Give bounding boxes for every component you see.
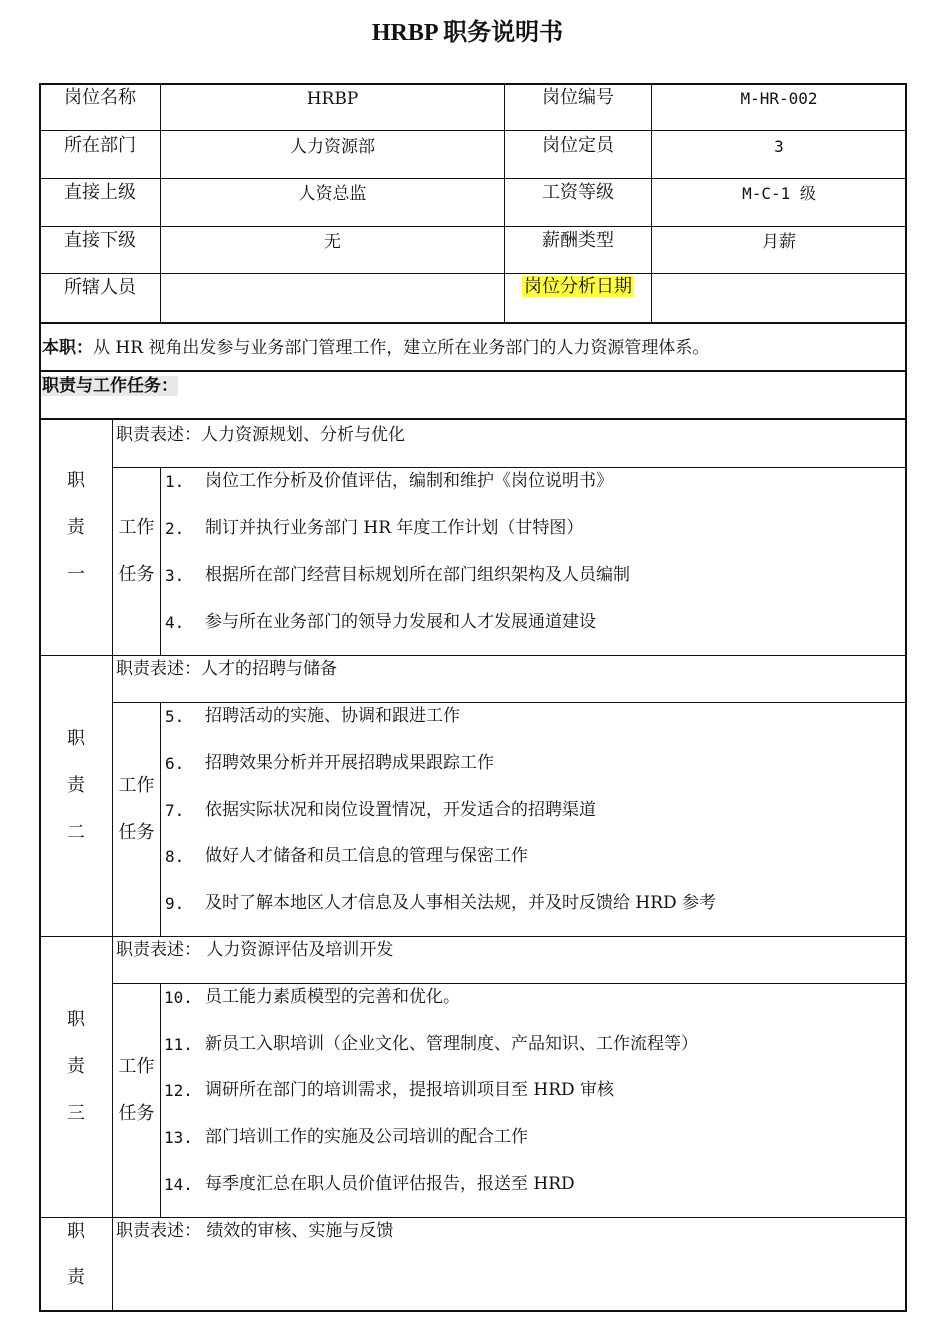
duty1-char2: 责 <box>67 517 85 538</box>
task-text: 做好人才储备和员工信息的管理与保密工作 <box>205 846 528 866</box>
value-pay-type: 月薪 <box>762 232 796 252</box>
label-pay-type: 薪酬类型 <box>542 230 614 251</box>
duty2-task-label-1: 工作 <box>118 775 155 796</box>
duty3-task-label-2: 任务 <box>118 1103 155 1124</box>
summary-text: 从 HR 视角出发参与业务部门管理工作，建立所在业务部门的人力资源管理体系。 <box>93 338 710 358</box>
label-department: 所在部门 <box>64 135 136 156</box>
highlighted-label: 岗位分析日期 <box>524 276 632 297</box>
duty2-description: 职责表述：人才的招聘与储备 <box>116 659 337 679</box>
task-text: 制订并执行业务部门 HR 年度工作计划（甘特图） <box>205 518 584 538</box>
grid-line <box>39 322 907 324</box>
label-staff-under: 所辖人员 <box>64 277 136 298</box>
task-number: 14. <box>164 1175 193 1194</box>
task-text: 员工能力素质模型的完善和优化。 <box>205 987 460 1007</box>
task-text: 岗位工作分析及价值评估，编制和维护《岗位说明书》 <box>205 471 613 491</box>
task-number: 7. <box>165 801 185 820</box>
duty2-char1: 职 <box>67 728 85 749</box>
duty2-char3: 二 <box>67 822 85 843</box>
duty1-task-label-1: 工作 <box>118 517 155 538</box>
grid-line <box>39 1217 907 1218</box>
task-text: 调研所在部门的培训需求，提报培训项目至 HRD 审核 <box>205 1080 615 1100</box>
grid-line <box>39 273 907 274</box>
summary-label: 本职： <box>42 338 93 358</box>
grid-line <box>112 702 907 703</box>
label-analysis-date <box>505 276 651 298</box>
duties-header-text: 职责与工作任务： <box>42 376 178 396</box>
task-text: 招聘效果分析并开展招聘成果跟踪工作 <box>205 753 494 773</box>
value-position-name: HRBP <box>306 89 359 109</box>
task-number: 9. <box>165 894 185 913</box>
grid-line <box>112 467 907 468</box>
duty3-char1: 职 <box>67 1009 85 1030</box>
task-number: 8. <box>165 847 185 866</box>
duties-header <box>42 375 178 397</box>
grid-line <box>39 370 907 372</box>
task-text: 根据所在部门经营目标规划所在部门组织架构及人员编制 <box>205 565 630 585</box>
page-title: HRBP 职务说明书 <box>371 20 564 46</box>
duty3-task-label-1: 工作 <box>118 1056 155 1077</box>
task-text: 新员工入职培训（企业文化、管理制度、产品知识、工作流程等） <box>205 1034 698 1054</box>
task-text: 每季度汇总在职人员价值评估报告，报送至 HRD <box>205 1174 575 1194</box>
duty3-description: 职责表述： 人力资源评估及培训开发 <box>116 940 394 960</box>
grid-line <box>112 983 907 984</box>
task-text: 依据实际状况和岗位设置情况，开发适合的招聘渠道 <box>205 800 596 820</box>
label-position-code: 岗位编号 <box>542 87 614 108</box>
duty1-char1: 职 <box>67 470 85 491</box>
value-department: 人力资源部 <box>290 137 375 157</box>
task-text: 招聘活动的实施、协调和跟进工作 <box>205 706 460 726</box>
grid-line <box>160 467 161 655</box>
task-number: 4. <box>165 613 185 632</box>
duty2-char2: 责 <box>67 775 85 796</box>
task-number: 2. <box>165 519 185 538</box>
task-number: 10. <box>164 988 193 1007</box>
grid-line <box>39 655 907 656</box>
grid-line <box>39 936 907 937</box>
value-direct-superior: 人资总监 <box>298 184 367 204</box>
duty3-char3: 三 <box>67 1103 85 1124</box>
duty2-task-label-2: 任务 <box>118 822 155 843</box>
task-number: 5. <box>165 707 185 726</box>
task-number: 1. <box>165 472 185 491</box>
value-salary-grade: M-C-1 级 <box>742 184 816 203</box>
label-direct-subordinate: 直接下级 <box>64 230 136 251</box>
grid-line <box>39 178 907 179</box>
label-salary-grade: 工资等级 <box>542 182 614 203</box>
grid-line <box>112 1217 113 1312</box>
job-summary <box>42 337 709 359</box>
task-number: 3. <box>165 566 185 585</box>
grid-line <box>160 702 161 936</box>
label-headcount: 岗位定员 <box>542 135 614 156</box>
duty1-description: 职责表述：人力资源规划、分析与优化 <box>116 425 405 445</box>
grid-line <box>160 983 161 1217</box>
value-direct-subordinate: 无 <box>324 232 341 252</box>
task-number: 12. <box>164 1081 193 1100</box>
value-headcount: 3 <box>774 137 784 156</box>
task-text: 部门培训工作的实施及公司培训的配合工作 <box>205 1127 528 1147</box>
task-text: 参与所在业务部门的领导力发展和人才发展通道建设 <box>205 612 596 632</box>
task-number: 11. <box>164 1035 193 1054</box>
duty1-char3: 一 <box>67 564 85 585</box>
duty4-char2: 责 <box>67 1267 85 1288</box>
task-text: 及时了解本地区人才信息及人事相关法规，并及时反馈给 HRD 参考 <box>205 893 717 913</box>
duty4-char1: 职 <box>67 1221 85 1242</box>
grid-line <box>39 226 907 227</box>
duty3-char2: 责 <box>67 1056 85 1077</box>
label-direct-superior: 直接上级 <box>64 182 136 203</box>
label-position-name: 岗位名称 <box>64 87 136 108</box>
grid-line <box>39 130 907 131</box>
duty4-description: 职责表述： 绩效的审核、实施与反馈 <box>116 1221 394 1241</box>
task-number: 13. <box>164 1128 193 1147</box>
grid-line <box>39 418 907 420</box>
duty1-task-label-2: 任务 <box>118 564 155 585</box>
value-position-code: M-HR-002 <box>740 89 818 108</box>
task-number: 6. <box>165 754 185 773</box>
